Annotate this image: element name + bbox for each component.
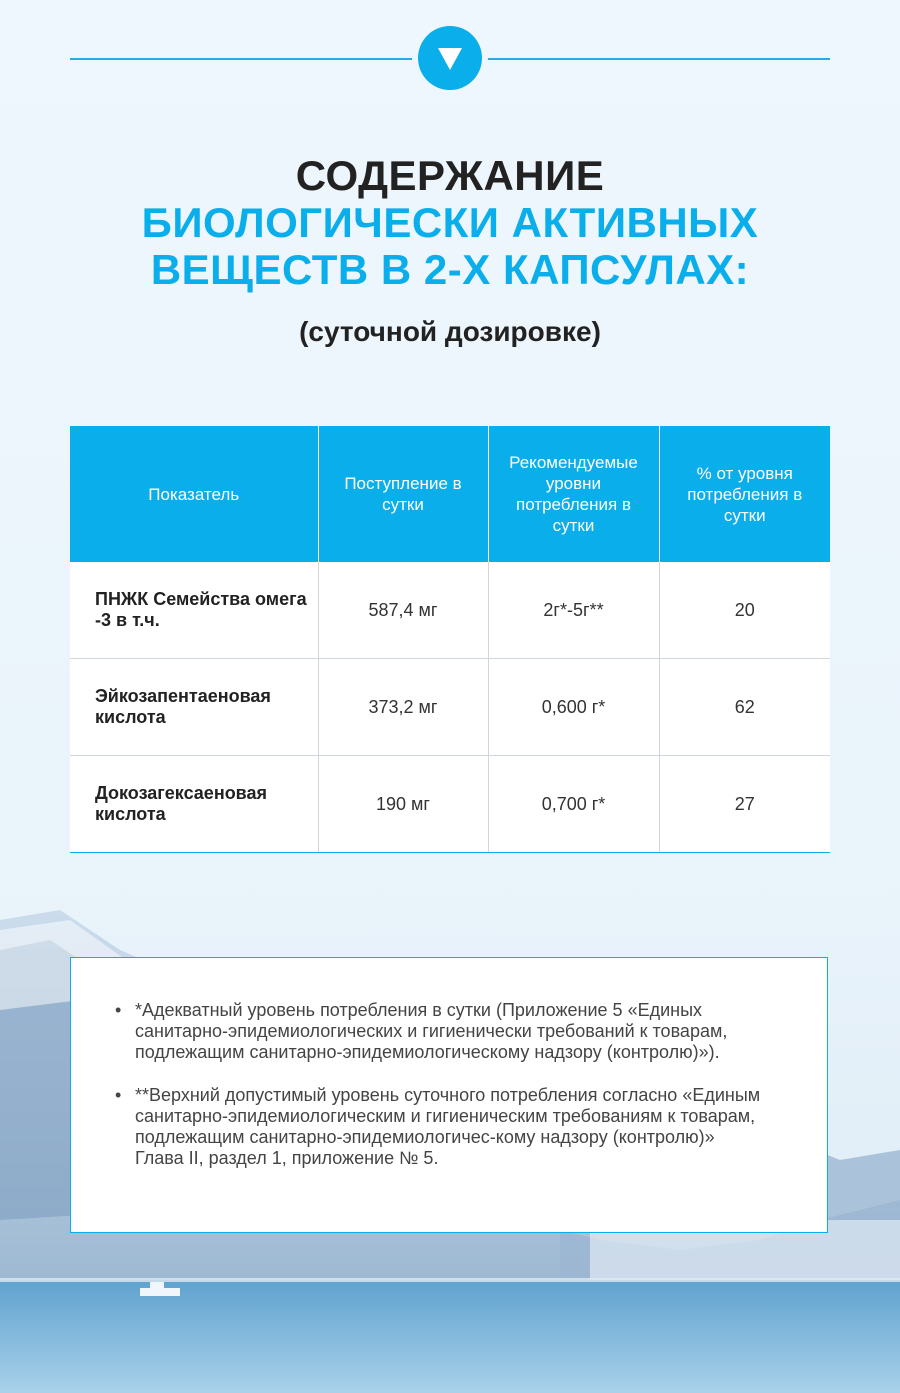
row-name: Докозагексаеновая кислота — [70, 756, 318, 853]
table-row — [70, 659, 830, 756]
arrow-down-icon[interactable] — [418, 26, 482, 90]
page-title-line-2: БИОЛОГИЧЕСКИ АКТИВНЫХ — [141, 199, 759, 246]
footnotes-box — [70, 957, 828, 1233]
header-recommended-levels: Рекомендуемые уровни потребления в сутки — [488, 426, 659, 562]
row-percent: 27 — [659, 756, 830, 853]
row-recommended: 0,700 г* — [488, 756, 659, 853]
footnote-item: • *Адекватный уровень потребления в сутки (Приложение 5 «Единых санитарно-эпидемиологических и гигиенически требований к товарам, подлежащим санитарно-эпидемиологическому надзору (контролю)»). — [135, 1000, 767, 1063]
page-subtitle: (суточной дозировке) — [299, 316, 601, 347]
header-indicator: Показатель — [70, 426, 318, 562]
header-percent-of-level: % от уровня потребления в сутки — [659, 426, 830, 562]
row-intake: 587,4 мг — [318, 562, 488, 659]
row-recommended: 0,600 г* — [488, 659, 659, 756]
row-percent: 20 — [659, 562, 830, 659]
row-intake: 190 мг — [318, 756, 488, 853]
page-title-line-3: ВЕЩЕСТВ В 2-Х КАПСУЛАХ: — [150, 246, 750, 293]
nutrient-table — [70, 426, 830, 853]
footnote-item: • **Верхний допустимый уровень суточного потребления согласно «Единым санитарно-эпидемиологическим и гигиеническим требованиям к товарам, подлежащим санитарно-эпидемиологичес-кому надзору (контролю)» Глава II, раздел 1, приложение № 5. — [135, 1085, 767, 1169]
table-header-row — [70, 426, 830, 562]
row-name: ПНЖК Семейства омега -3 в т.ч. — [70, 562, 318, 659]
page-title-line-1: СОДЕРЖАНИЕ — [295, 152, 605, 199]
header-daily-intake: Поступление в сутки — [318, 426, 488, 562]
footnotes-list — [135, 1000, 767, 1169]
row-intake: 373,2 мг — [318, 659, 488, 756]
row-recommended: 2г*-5г** — [488, 562, 659, 659]
row-percent: 62 — [659, 659, 830, 756]
table-row — [70, 756, 830, 853]
row-name: Эйкозапентаеновая кислота — [70, 659, 318, 756]
table-row — [70, 562, 830, 659]
